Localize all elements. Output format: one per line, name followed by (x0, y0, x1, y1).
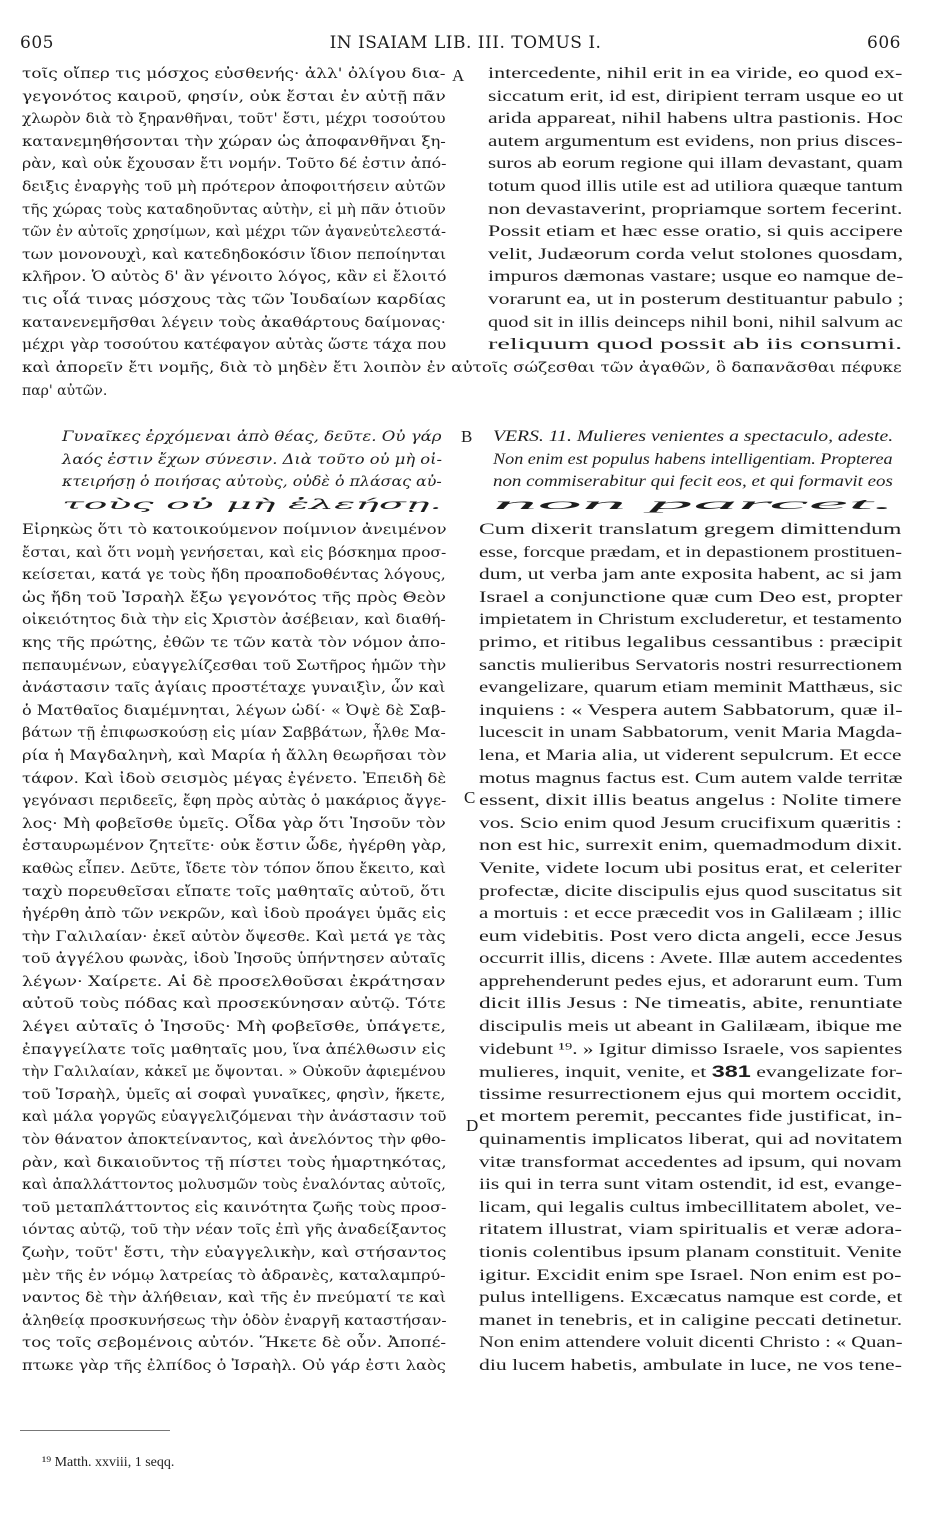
greek-line: τοῖς οἴπερ τις μόσχος εὐσθενής· ἀλλ' ὀλίγου δια- (22, 66, 446, 82)
latin-line: Venite, videte locum ubi positus erat, et celeriter (479, 859, 902, 877)
latin-line: Non enim attendere voluit dicenti Christo : « Quan- (479, 1334, 903, 1352)
latin-line: eum videbitis. Post vero dicta angeli, ecce Jesus (479, 927, 903, 945)
latin-column-top (488, 63, 904, 357)
greek-line: λέγων· Χαίρετε. Αἱ δὲ προσελθοῦσαι ἐκράτησαν (22, 973, 446, 990)
greek-verse-line: λαός ἐστιν ἔχων σύνεσιν. Διὰ τοῦτο οὐ μὴ οἰ- (62, 451, 443, 468)
greek-line: κλῆρον. Ὁ αὐτὸς δ' ἂν γένοιτο λόγος, κἂν εἰ ἔλοιτό (22, 269, 447, 286)
greek-line: κατανεμηθήσονται τὴν χώραν ὡς ἀποφανθῆναι ξη- (22, 133, 446, 150)
latin-line: evangelizare, quarum etiam meminit Matthæus, sic (479, 679, 903, 697)
greek-line: τις οἷά τινας μόσχους τὰς τῶν Ἰουδαίων καρδίας (22, 291, 446, 308)
greek-line: χλωρὸν διὰ τὸ ξηρανθῆναι, τοῦτ' ἔστι, μέχρι τοσούτου (22, 111, 446, 128)
greek-verse-column (62, 426, 443, 516)
greek-line: γεγόνασι περιδεεῖς, ἔφη πρὸς αὐτὰς ὁ μακάριος ἄγγε- (22, 793, 447, 810)
greek-line: Εἰρηκὼς ὅτι τὸ κατοικούμενον ποίμνιον ἀνειμένον (22, 522, 447, 538)
greek-line: βάτων τῇ ἐπιφωσκούσῃ εἰς μίαν Σαββάτων, ἦλθε Μα- (22, 725, 446, 742)
greek-line: τοῦ Ἰσραὴλ, ὑμεῖς αἱ σοφαὶ γυναῖκες, φησὶν, ἥκετε, (22, 1086, 446, 1103)
greek-full-width-line (22, 357, 902, 402)
latin-line: non devastaverint, propriamque sortem fecerint. (488, 200, 903, 218)
greek-line: ἐσταυρωμένον ζητεῖτε· οὐκ ἔστιν ὧδε, ἠγέρθη γὰρ, (22, 838, 447, 855)
greek-line: ὁ Ματθαῖος διαμέμνηται, λέγων ὡδί· « Ὀψὲ δὲ Σαβ- (22, 702, 446, 719)
greek-line: ἀνάστασιν ταῖς ἁγίαις προστέταχε γυναιξὶν, ὧν καὶ (22, 680, 446, 697)
latin-line: motus magnus factus est. Cum autem valde territæ (479, 769, 903, 787)
greek-column-top (22, 63, 447, 357)
latin-line: iis qui in terra sunt vitam ostendit, id est, evange- (479, 1176, 902, 1194)
greek-line: πεπαυμένων, εὐαγγελίζεσθαι τοῦ Σωτῆρος ἡμῶν τὴν (22, 657, 447, 674)
greek-line: κης τῆς πρώτης, ἐθῶν τε τῶν κατὰ τὸν νόμον ἀπο- (22, 634, 446, 651)
latin-line: discipulis meis ut abeant in Galilæam, ibique me (479, 1018, 902, 1036)
greek-line: πτωκε γὰρ τῆς ἐλπίδος ὁ Ἰσραὴλ. Οὐ γάρ ἐστι λαὸς (22, 1357, 446, 1374)
greek-line: ρία ἡ Μαγδαληνὴ, καὶ Μαρία ἡ ἄλλη θεωρῆσαι τὸν (22, 747, 447, 764)
latin-body-column (479, 519, 903, 1378)
latin-line: lucescit in unam Sabbatorum, venit Maria Magda- (479, 724, 903, 742)
latin-line: licam, qui legalis cultus imbecillitatem abolet, ve- (479, 1198, 902, 1216)
latin-verse-line: Non enim est populus habens intelligentiam. Propterea (493, 450, 893, 468)
greek-line: καὶ μάλα γοργῶς εὐαγγελιζόμεναι τὴν ἀνάστασιν τοῦ (22, 1109, 447, 1126)
greek-line: ὡς ἤδη τοῦ Ἰσραὴλ ἔξω γεγονότος τῆς πρὸς Θεὸν (22, 589, 446, 606)
greek-line: τος τοῖς σεβομένοις αὐτόν. Ἥκετε δὲ οὖν. Ἀποπέ- (22, 1335, 447, 1352)
greek-line: ρὰν, καὶ οὐκ ἔχουσαν ἔτι νομήν. Τοῦτο δέ ἐστιν ἀπό- (22, 156, 447, 173)
latin-line: primo, et ritibus legalibus cessantibus : præcipit (479, 633, 903, 651)
greek-line: τοῦ ἀγγέλου φωνὰς, ἰδοὺ Ἰησοῦς ὑπήντησεν αὐταῖς (22, 951, 446, 968)
latin-line: tionis colentibus ipsum planam constituit. Venite (479, 1244, 902, 1261)
latin-line: totum quod illis utile est ad utiliora quæque tantum (488, 177, 903, 195)
latin-verse-line: VERS. 11. Mulieres venientes a spectaculo, adeste. (493, 428, 894, 445)
greek-line: τοῦ μεταπλάττοντος εἰς καινότητα ζωῆς τοὺς προσ- (22, 1199, 447, 1216)
greek-line: τὴν Γαλιλαίαν· ἐκεῖ αὐτὸν ὄψεσθε. Καὶ μετά γε τὰς (22, 928, 446, 945)
greek-line: αὐτοῦ τοὺς πόδας καὶ προσεκύνησαν αὐτῷ. Τότε (22, 996, 446, 1013)
latin-line: impietatem in Christum excluderetur, et testamento (479, 611, 902, 629)
latin-line: lena, et Maria alia, ut viderent sepulcrum. Et ecce (479, 746, 902, 764)
greek-line: ναντος δὲ τὴν ἀλήθειαν, καὶ τῆς ἐν πνεύματί τε καὶ (22, 1290, 447, 1307)
latin-line: apprehenderunt pedes ejus, et adorarunt eum. Tum (479, 972, 903, 990)
latin-line: siccatum erit, id est, diripient terram usque eo ut (488, 87, 904, 105)
greek-verse-line: Γυναῖκες ἐρχόμεναι ἀπὸ θέας, δεῦτε. Οὐ γάρ (62, 429, 442, 445)
greek-line: δειξις ἐναργὴς τοῦ μὴ πρότερον ἀποφοιτήσειν αὐτῶν (22, 178, 446, 195)
latin-line: esse, forcque prædam, et in depastionem prostituen- (479, 543, 903, 561)
latin-line: essent, dixit illis beatus angelus : Nolite timere (479, 792, 902, 810)
greek-line: ζωὴν, τοῦτ' ἔστι, τὴν εὐαγγελικὴν, καὶ στήσαντος (22, 1245, 447, 1261)
latin-line: profectæ, dicite discipulis ejus quod suscitatus sit (479, 882, 902, 900)
latin-line: suros ab eorum regione qui illam devastant, quam (488, 155, 903, 173)
greek-line: τὴν Γαλιλαίαν, κἀκεῖ με ὄψονται. » Οὐκοῦν ἀφιεμένου (22, 1064, 446, 1081)
greek-line: λέγει αὐταῖς ὁ Ἰησοῦς· Μὴ φοβεῖσθε, ὑπάγετε, (22, 1019, 447, 1036)
latin-line: diu lucem habetis, ambulate in luce, ne vos tene- (479, 1356, 902, 1374)
greek-verse-line: τοὺς οὐ μὴ ἐλεήσῃ. (62, 496, 442, 513)
latin-line: tissime resurrectionem ejus qui mortem occidit, (479, 1085, 902, 1103)
latin-line: velit, Judæorum corda velut stolones quosdam, (488, 245, 904, 263)
greek-line: ἔσται, καὶ ὅτι νομὴ γενήσεται, καὶ εἰς βόσκημα προσ- (22, 544, 447, 561)
latin-line: vitæ transformat accedentes ad ipsum, qui novam (479, 1153, 902, 1171)
greek-line: ἀληθείᾳ προσκυνήσεως τὴν ὁδὸν ἐναργῆ καταστήσαν- (22, 1312, 447, 1329)
running-title: IN ISAIAM LIB. III. TOMUS I. (329, 33, 602, 53)
section-marker-b: B (461, 427, 473, 446)
greek-line: ἠγέρθη ἀπὸ τῶν νεκρῶν, καὶ ἰδοὺ προάγει ὑμᾶς εἰς (22, 906, 446, 923)
latin-line: inquiens : « Vespera autem Sabbatorum, quæ il- (479, 701, 903, 719)
greek-line: γεγονότος καιροῦ, φησίν, οὐκ ἔσται ἐν αὐτῇ πᾶν (22, 88, 446, 105)
latin-line: reliquum quod possit ab iis consumi. (488, 336, 903, 354)
folio-number: 381 (711, 1062, 751, 1082)
latin-line: occurrit illis, dicens : Avete. Illæ autem accedentes (479, 950, 903, 968)
greek-line: τάφον. Καὶ ἰδοὺ σεισμὸς μέγας ἐγένετο. Ἐπειδὴ δὲ (22, 770, 447, 787)
latin-line: dum, ut verba jam ante exposita habent, ac si jam (479, 566, 902, 584)
section-marker-a: A (452, 66, 465, 85)
latin-line: dicit illis Jesus : Ne timeatis, abite, renuntiate (479, 995, 903, 1013)
latin-line: non est hic, surrexit enim, quemadmodum dixit. (479, 837, 903, 855)
greek-line: τῆς χώρας τοὺς καταδηοῦντας αὐτὴν, εἰ μὴ πᾶν ὁτιοῦν (22, 201, 446, 218)
section-marker-c: C (464, 788, 476, 807)
latin-line: arida appareat, nihil habens ultra pastionis. Hoc (488, 110, 903, 128)
latin-line: videbunt ¹⁹. » Igitur dimisso Israele, vos sapientes (479, 1040, 903, 1058)
greek-line: μὲν τῆς ἐν νόμῳ λατρείας τὸ ἀδρανὲς, καταλαμπρύ- (22, 1267, 446, 1284)
greek-line: λος· Μὴ φοβεῖσθε ὑμεῖς. Οἶδα γὰρ ὅτι Ἰησοῦν τὸν (22, 815, 446, 832)
latin-line: quod sit in illis deinceps nihil boni, nihil salvum ac (488, 313, 903, 331)
greek-verse-line: κτειρήσῃ ὁ ποιήσας αὐτοὺς, οὐδὲ ὁ πλάσας αὐ- (62, 474, 442, 491)
latin-line: impuros dæmonas vastare; usque eo namque de- (488, 268, 904, 286)
greek-line: καὶ ἀπαλλάττοντος μολυσμῶν τοὺς ἐναλόντας αὐτοῖς, (22, 1177, 446, 1194)
right-page-number: 606 (867, 33, 901, 53)
latin-line: igitur. Excidit enim spe Israel. Non enim est po- (479, 1266, 902, 1284)
greek-line: ἐπαγγείλατε τοῖς μαθηταῖς μου, ἵνα ἀπέλθωσιν εἰς (22, 1041, 446, 1058)
latin-verse-column (493, 426, 896, 516)
latin-verse-line: non commiserabitur qui fecit eos, et qui formavit eos (493, 473, 893, 491)
greek-line: μέχρι γὰρ τοσούτου κατέφαγον αὐτὰς ὥστε τάχα που (22, 337, 447, 354)
greek-body-column (22, 519, 447, 1378)
footnote-divider (20, 1430, 170, 1431)
latin-line: sanctis mulieribus Servatoris nostri resurrectionem (479, 656, 903, 674)
latin-line: Possit etiam et hæc esse oratio, si quis accipere (488, 223, 903, 241)
section-marker-d: D (466, 1116, 479, 1135)
latin-verse-line: non parcet. (493, 495, 896, 513)
left-page-number: 605 (20, 33, 54, 53)
latin-line: autem argumentum est evidens, non prius disces- (488, 132, 903, 150)
latin-line: vos. Scio enim quod Jesum crucifixum quæritis : (479, 814, 902, 832)
latin-line: pulus intelligens. Excæcatus namque est corde, et (479, 1289, 903, 1307)
greek-line: καθὼς εἶπεν. Δεῦτε, ἴδετε τὸν τόπον ὅπου ἔκειτο, καὶ (22, 860, 447, 877)
greek-line: τὸν θάνατον ἀποκτείναντος, καὶ ἀνελόντος τὴν φθο- (22, 1132, 446, 1149)
latin-line: vorarunt ea, ut in posterum destituantur pabulo ; (488, 290, 904, 308)
latin-line: quinamentis implicatos liberat, qui ad novitatem (479, 1131, 903, 1149)
footnote: ¹⁹ Matth. xxviii, 1 seqq. (42, 1455, 175, 1470)
greek-line: κείσεται, κατά γε τοὺς ἤδη προαποδοθέντας λόγους, (22, 567, 446, 584)
latin-line: intercedente, nihil erit in ea viride, eo quod ex- (488, 65, 903, 82)
latin-line: ritatem illustrat, viam spiritualis et veræ adora- (479, 1221, 902, 1239)
greek-line: οἰκειότητος διὰ τὴν εἰς Χριστὸν ἀσέβειαν, καὶ διαθή- (22, 612, 446, 629)
greek-line: παρ' αὐτῶν. (22, 382, 108, 399)
greek-line: καὶ ἀπορεῖν ἔτι νομῆς, διὰ τὸ μηδὲν ἔτι λοιπὸν ἐν αὐτοῖς σώζεσθαι τῶν ἀγαθῶν, ὃ δαπανᾶσθαι πέφυκε (22, 360, 902, 376)
greek-line: ιόντας αὐτῷ, τοῦ τὴν νέαν τοῖς ἐπὶ γῆς ἀναδείξαντος (22, 1222, 447, 1239)
greek-line: κατανενεμῆσθαι λέγειν τοὺς ἀκαθάρτους δαίμονας· (22, 314, 446, 331)
greek-line: ταχὺ πορευθεῖσαι εἴπατε τοῖς μαθηταῖς αὐτοῦ, ὅτι (22, 883, 446, 900)
latin-line: Israel a conjunctione quæ cum Deo est, propter (479, 588, 903, 606)
greek-line: των μονονουχὶ, καὶ κατεδηδοκόσιν ἴδιον πεποίηνται (22, 246, 447, 263)
latin-line: Cum dixerit translatum gregem dimittendum (479, 521, 902, 538)
latin-line: a mortuis : et ecce præcedit vos in Galilæam ; illic (479, 905, 902, 923)
greek-line: τῶν ἐν αὐτοῖς χρησίμων, καὶ μέχρι τῶν ἀγανεὐτελεστά- (22, 224, 447, 241)
latin-line: manet in tenebris, et in caligine peccati detinetur. (479, 1311, 903, 1329)
latin-line: et mortem peremit, peccantes fide justificat, in- (479, 1108, 903, 1126)
latin-line: mulieres, inquit, venite, et 381 evangelizate for- (479, 1062, 903, 1082)
greek-line: ρὰν, καὶ δικαιοῦντος τῇ πίστει τοὺς ἡμαρτηκότας, (22, 1154, 447, 1171)
